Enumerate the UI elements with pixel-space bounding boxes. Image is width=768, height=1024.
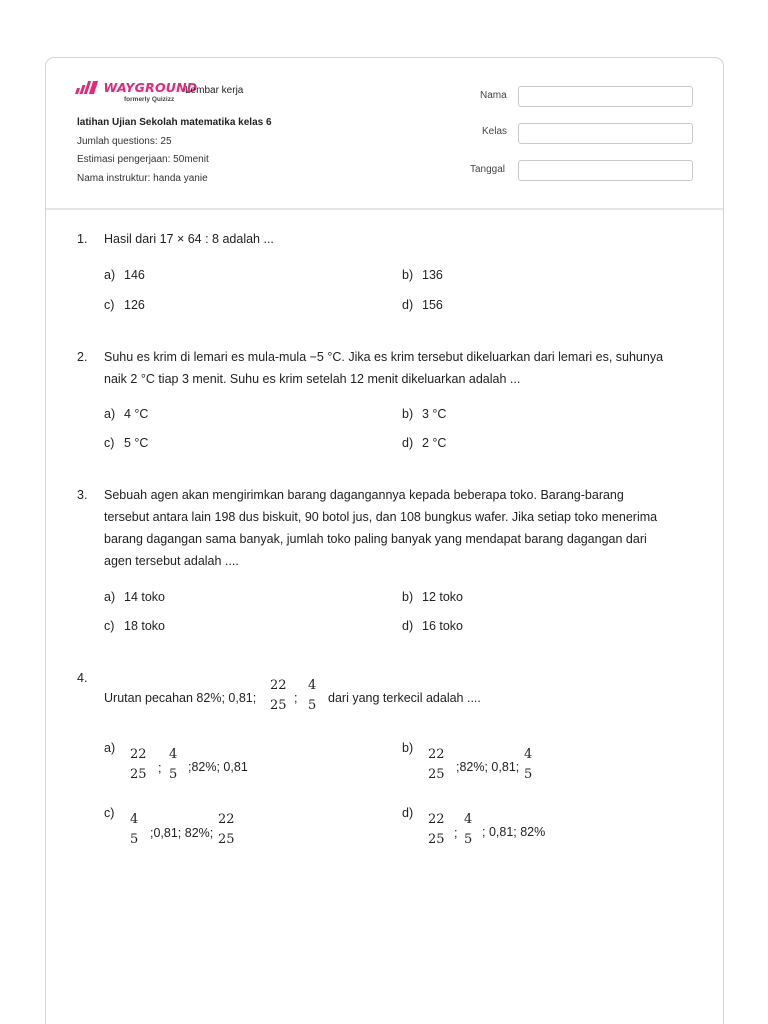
option-label: a) — [104, 590, 116, 604]
option-label: a) — [104, 407, 116, 421]
worksheet-header — [46, 58, 723, 210]
fraction-numerator: 22 — [270, 678, 287, 693]
option-label: a) — [104, 268, 116, 282]
question-text-line: Sebuah agen akan mengirimkan barang dagangannya kepada beberapa toko. Barang-barang — [104, 488, 624, 502]
option-a[interactable] — [104, 590, 165, 604]
option-label: b) — [402, 407, 414, 421]
separator: ; — [294, 691, 298, 705]
class-label: Kelas — [482, 126, 508, 137]
question-text-start: Urutan pecahan 82%; 0,81; — [104, 691, 257, 705]
question-number: 3. — [77, 488, 88, 502]
option-label: b) — [402, 590, 414, 604]
fraction — [428, 812, 445, 848]
option-label: d) — [402, 436, 414, 450]
option-value: 126 — [124, 298, 145, 312]
option-tail: ;82%; 0,81 — [188, 760, 248, 774]
question-text-line: barang dagangan sama banyak, jumlah toko paling banyak yang mendapat barang dagangan dari — [104, 532, 647, 546]
option-b[interactable] — [402, 407, 446, 421]
option-tail: ; 0,81; 82% — [482, 825, 546, 839]
option-value: 14 toko — [124, 590, 166, 604]
option-value: 5 °C — [124, 436, 149, 450]
fraction-denominator: 25 — [130, 767, 147, 782]
fraction-denominator: 25 — [428, 767, 445, 782]
time-estimate: Estimasi pengerjaan: 50menit — [77, 154, 209, 165]
fraction-numerator: 4 — [464, 812, 473, 827]
question-number: 4. — [77, 671, 88, 685]
question-number: 1. — [77, 232, 88, 246]
question-text-line: tersebut antara lain 198 dus biskuit, 90 botol jus, dan 108 bungkus wafer. Jika setiap toko menerima — [104, 510, 658, 524]
option-d[interactable] — [402, 298, 443, 312]
class-field[interactable] — [518, 123, 693, 144]
fraction-numerator: 22 — [218, 812, 235, 827]
date-label: Tanggal — [470, 164, 506, 175]
option-a[interactable] — [104, 268, 145, 282]
option-value: 3 °C — [422, 407, 447, 421]
fraction — [428, 747, 445, 783]
option-label: c) — [104, 619, 115, 633]
fraction-denominator: 5 — [464, 832, 473, 847]
option-value: 12 toko — [422, 590, 464, 604]
option-b[interactable] — [402, 268, 443, 282]
option-label: d) — [402, 619, 414, 633]
option-c[interactable] — [104, 298, 145, 312]
logo-subtitle: formerly Quizizz — [124, 96, 175, 103]
wayground-logo — [76, 80, 198, 103]
option-d[interactable] — [402, 619, 463, 633]
option-b[interactable] — [46, 741, 723, 791]
worksheet-title: latihan Ujian Sekolah matematika kelas 6 — [77, 117, 272, 128]
question-count: Jumlah questions: 25 — [77, 136, 172, 147]
separator: ; — [454, 826, 458, 840]
option-value: 146 — [124, 268, 145, 282]
option-value: 136 — [422, 268, 443, 282]
option-mid: ;0,81; 82%; — [150, 826, 214, 840]
option-label: d) — [402, 806, 414, 820]
option-label: c) — [104, 298, 115, 312]
option-label: a) — [104, 741, 116, 755]
fraction-numerator: 4 — [130, 812, 139, 827]
question-text-line: Suhu es krim di lemari es mula-mula −5 °C. Jika es krim tersebut dikeluarkan dari lemari es, suhunya — [104, 350, 664, 364]
fraction — [308, 678, 316, 714]
worksheet-card — [45, 57, 724, 1024]
fraction-denominator: 5 — [308, 698, 317, 713]
option-mid: ;82%; 0,81; — [456, 760, 520, 774]
option-b[interactable] — [402, 590, 463, 604]
option-value: 2 °C — [422, 436, 447, 450]
fraction — [524, 747, 532, 783]
option-label: b) — [402, 741, 414, 755]
fraction-denominator: 25 — [270, 698, 287, 713]
instructor-name: Nama instruktur: handa yanie — [77, 173, 208, 184]
question-text-line: naik 2 °C tiap 3 menit. Suhu es krim setelah 12 menit dikeluarkan adalah ... — [104, 372, 521, 386]
option-a[interactable] — [104, 407, 148, 421]
fraction-denominator: 5 — [130, 832, 139, 847]
option-label: b) — [402, 268, 414, 282]
option-value: 4 °C — [124, 407, 149, 421]
option-label: d) — [402, 298, 414, 312]
question-text: Hasil dari 17 × 64 : 8 adalah ... — [104, 232, 274, 246]
question-text-line: agen tersebut adalah .... — [104, 554, 239, 568]
sheet-type: Lembar kerja — [185, 85, 244, 96]
option-c[interactable] — [104, 436, 148, 450]
fraction — [270, 678, 287, 714]
option-d[interactable] — [402, 436, 446, 450]
logo-mark-icon — [76, 81, 96, 94]
fraction-denominator: 25 — [218, 832, 235, 847]
date-field[interactable] — [518, 160, 693, 181]
question-text-end: dari yang terkecil adalah .... — [328, 691, 481, 705]
logo-wordmark: WAYGROUND — [103, 80, 198, 95]
fraction-numerator: 4 — [169, 747, 178, 762]
fraction-denominator: 5 — [524, 767, 533, 782]
separator: ; — [158, 761, 162, 775]
fraction-numerator: 4 — [524, 747, 533, 762]
option-c[interactable] — [104, 619, 165, 633]
name-field[interactable] — [518, 86, 693, 107]
option-value: 18 toko — [124, 619, 166, 633]
fraction-numerator: 4 — [308, 678, 317, 693]
option-d[interactable] — [46, 806, 723, 856]
fraction-numerator: 22 — [428, 812, 445, 827]
fraction — [464, 812, 472, 848]
fraction-denominator: 25 — [428, 832, 445, 847]
option-label: c) — [104, 806, 115, 820]
fraction-numerator: 22 — [130, 747, 147, 762]
option-value: 16 toko — [422, 619, 464, 633]
option-label: c) — [104, 436, 115, 450]
name-label: Nama — [480, 90, 507, 101]
option-value: 156 — [422, 298, 443, 312]
fraction-numerator: 22 — [428, 747, 445, 762]
fraction-denominator: 5 — [169, 767, 178, 782]
question-number: 2. — [77, 350, 88, 364]
